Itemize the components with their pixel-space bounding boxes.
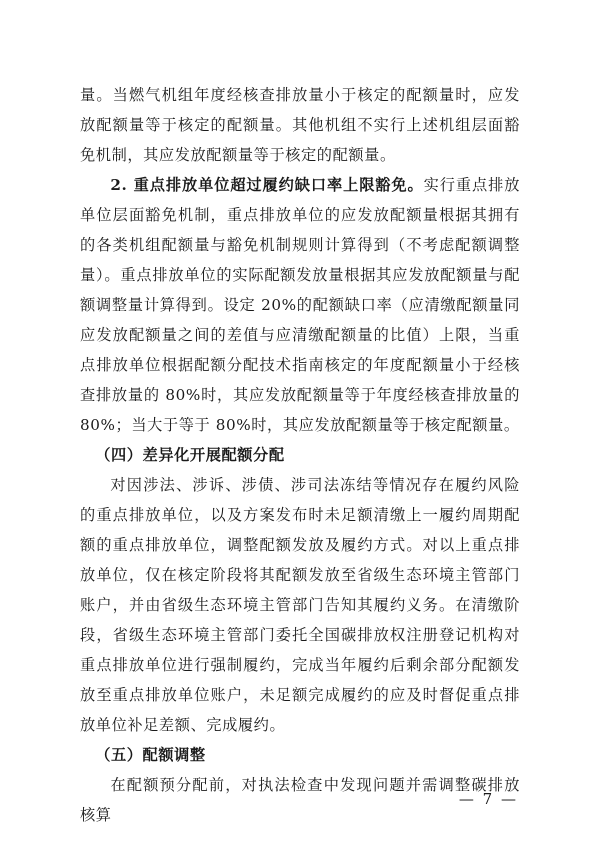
page-number: — 7 —	[458, 790, 518, 808]
paragraph-differentiated-allocation: 对因涉法、涉诉、涉债、涉司法冻结等情况存在履约风险的重点排放单位，以及方案发布时未足额清缴上一履约周期配额的重点排放单位，调整配额发放及履约方式。对以上重点排放单位，仅在核定阶段将其配额发放至省级生态环境主管部门账户，并由省级生态环境主管部门告知其履约义务。在清缴阶段，省级生态环境主管部门委托全国碳排放权注册登记机构对重点排放单位进行强制履约，完成当年履约后剩余部分配额发放至重点排放单位账户，未足额完成履约的应及时督促重点排放单位补足差额、完成履约。	[80, 476, 520, 734]
section-heading-5: （五）配额调整	[95, 746, 206, 764]
paragraph-body: 实行重点排放单位层面豁免机制，重点排放单位的应发放配额量根据其拥有的各类机组配额量与豁免机制规则计算得到（不考虑配额调整量）。重点排放单位的实际配额发放量根据其应发放配额量与配额调整量计算得到。设定 20%的配额缺口率（应清缴配额量同应发放配额量之间的差值与应清缴配额量的比值）上限，当重点排放单位根据配额分配技术指南核定的年度配额量小于经核查排放量的 80%时，其应发放配额量等于年度经核查排放量的 80%；当大于等于 80%时，其应发放配额量等于核定配额量。	[80, 176, 520, 434]
paragraph-exemption-shortfall	[80, 170, 520, 440]
document-body	[80, 80, 520, 830]
paragraph-quota-adjustment: 在配额预分配前，对执法检查中发现问题并需调整碳排放核算	[80, 776, 520, 824]
paragraph-exemption-gas-units: 量。当燃气机组年度经核查排放量小于核定的配额量时，应发放配额量等于核定的配额量。其他机组不实行上述机组层面豁免机制，其应发放配额量等于核定的配额量。	[80, 86, 520, 164]
paragraph-lead-bold: 2. 重点排放单位超过履约缺口率上限豁免。	[110, 176, 424, 194]
section-heading-4: （四）差异化开展配额分配	[95, 446, 285, 464]
